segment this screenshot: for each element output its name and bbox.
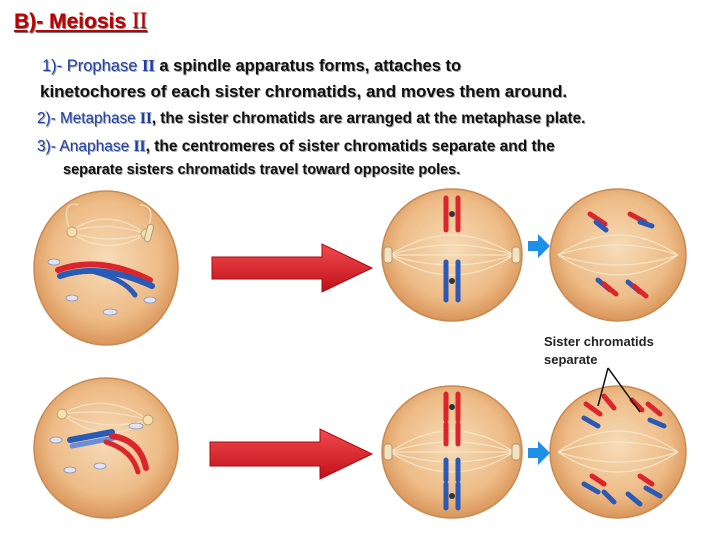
anaphase-line-2: separate sisters chromatids travel toward opposite poles. (63, 162, 461, 178)
arrow-to-metaphase-top (212, 244, 372, 292)
metaphase-cell-top (382, 189, 522, 321)
metaphase-cell-bottom (382, 386, 522, 518)
anaphase-roman: II (133, 138, 146, 155)
prophase-heading-text: 1)- Prophase (42, 57, 142, 75)
metaphase-roman: II (139, 110, 152, 127)
prophase-roman: II (141, 56, 155, 75)
anaphase-cell-top (550, 189, 686, 321)
callout-line-1: Sister chromatids (544, 334, 654, 349)
title-roman: II (131, 8, 148, 33)
prophase-text-1: a spindle apparatus forms, attaches to (154, 57, 462, 75)
prophase-line-2: kinetochores of each sister chromatids, and moves them around. (40, 82, 568, 101)
anaphase-cell-bottom (550, 386, 686, 518)
callout-line-2: separate (544, 352, 598, 367)
callout-label (544, 333, 654, 369)
arrow-to-anaphase-bottom (528, 441, 550, 465)
metaphase-text: , the sister chromatids are arranged at the metaphase plate. (151, 110, 586, 127)
arrow-to-metaphase-bottom (210, 429, 372, 479)
arrow-to-anaphase-top (528, 234, 550, 258)
title-text: B)- Meiosis (14, 10, 132, 33)
prophase-cell-bottom (34, 378, 178, 518)
anaphase-text-1: , the centromeres of sister chromatids separate and the (145, 138, 555, 155)
prophase-cell-top (34, 191, 178, 345)
metaphase-heading-text: 2)- Metaphase (37, 110, 140, 127)
anaphase-heading-text: 3)- Anaphase (37, 138, 134, 155)
